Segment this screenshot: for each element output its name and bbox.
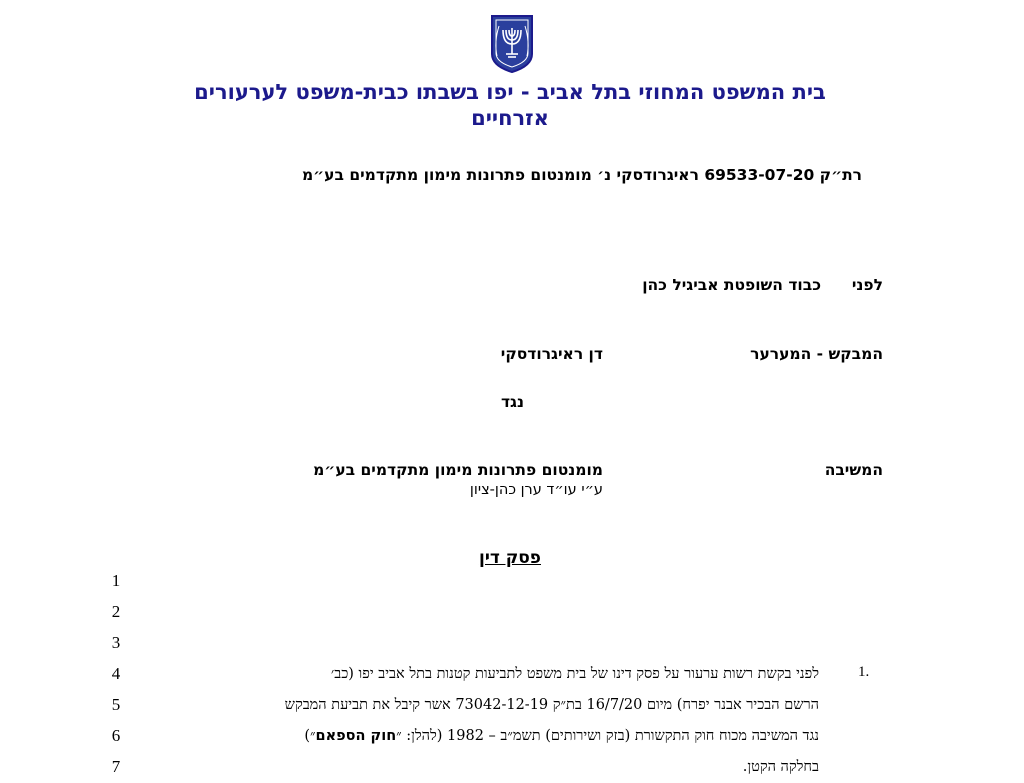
- paragraph-line: לפני בקשת רשות ערעור על פסק דינו של בית משפט לתביעות קטנות בתל אביב יפו (כב׳: [330, 666, 819, 682]
- respondent-label: המשיבה: [824, 461, 883, 479]
- state-emblem-icon: [489, 14, 535, 74]
- line-number: 4: [111, 664, 121, 683]
- applicant-label: המבקש - המערער: [750, 345, 883, 363]
- court-name-line1: בית המשפט המחוזי בתל אביב - יפו בשבתו כבית-משפט לערעורים: [194, 80, 826, 104]
- before-label: לפני: [851, 276, 883, 294]
- line-number: 2: [111, 602, 121, 621]
- verdict-title: פסק דין: [478, 548, 541, 568]
- line-number: 1: [111, 571, 121, 590]
- paragraph-line: בחלקה הקטן.: [742, 759, 819, 775]
- paragraph-line: [159, 728, 819, 745]
- respondent-counsel: ע״י עו״ד ערן כהן-ציון: [469, 482, 603, 498]
- respondent-name: מומנטום פתרונות מימון מתקדמים בע״מ: [313, 461, 603, 479]
- paragraph-text: נגד המשיבה מכוח חוק התקשורת (בזק ושירותים) תשמ״ב – 1982 (להלן: ״: [396, 728, 819, 744]
- applicant-name: דן ראיגרודסקי: [500, 345, 603, 363]
- line-number: 6: [111, 726, 121, 745]
- case-title: רת״ק 69533-07-20 ראיגרודסקי נ׳ מומנטום פתרונות מימון מתקדמים בע״מ: [301, 166, 862, 184]
- line-number: 7: [111, 757, 121, 776]
- versus-label: נגד: [500, 393, 524, 411]
- court-name-line2: אזרחיים: [471, 106, 549, 130]
- judge-name: כבוד השופטת אביגיל כהן: [642, 276, 821, 294]
- defined-term: חוק הספאם: [315, 728, 397, 744]
- line-number: 5: [111, 695, 121, 714]
- paragraph-number: 1.: [858, 664, 870, 680]
- line-number: 3: [111, 633, 121, 652]
- paragraph-line: הרשם הבכיר אבנר יפרח) מיום 16/7/20 בת״ק 73042-12-19 אשר קיבל את תביעת המבקש: [284, 697, 819, 713]
- paragraph-text: ״): [304, 728, 316, 744]
